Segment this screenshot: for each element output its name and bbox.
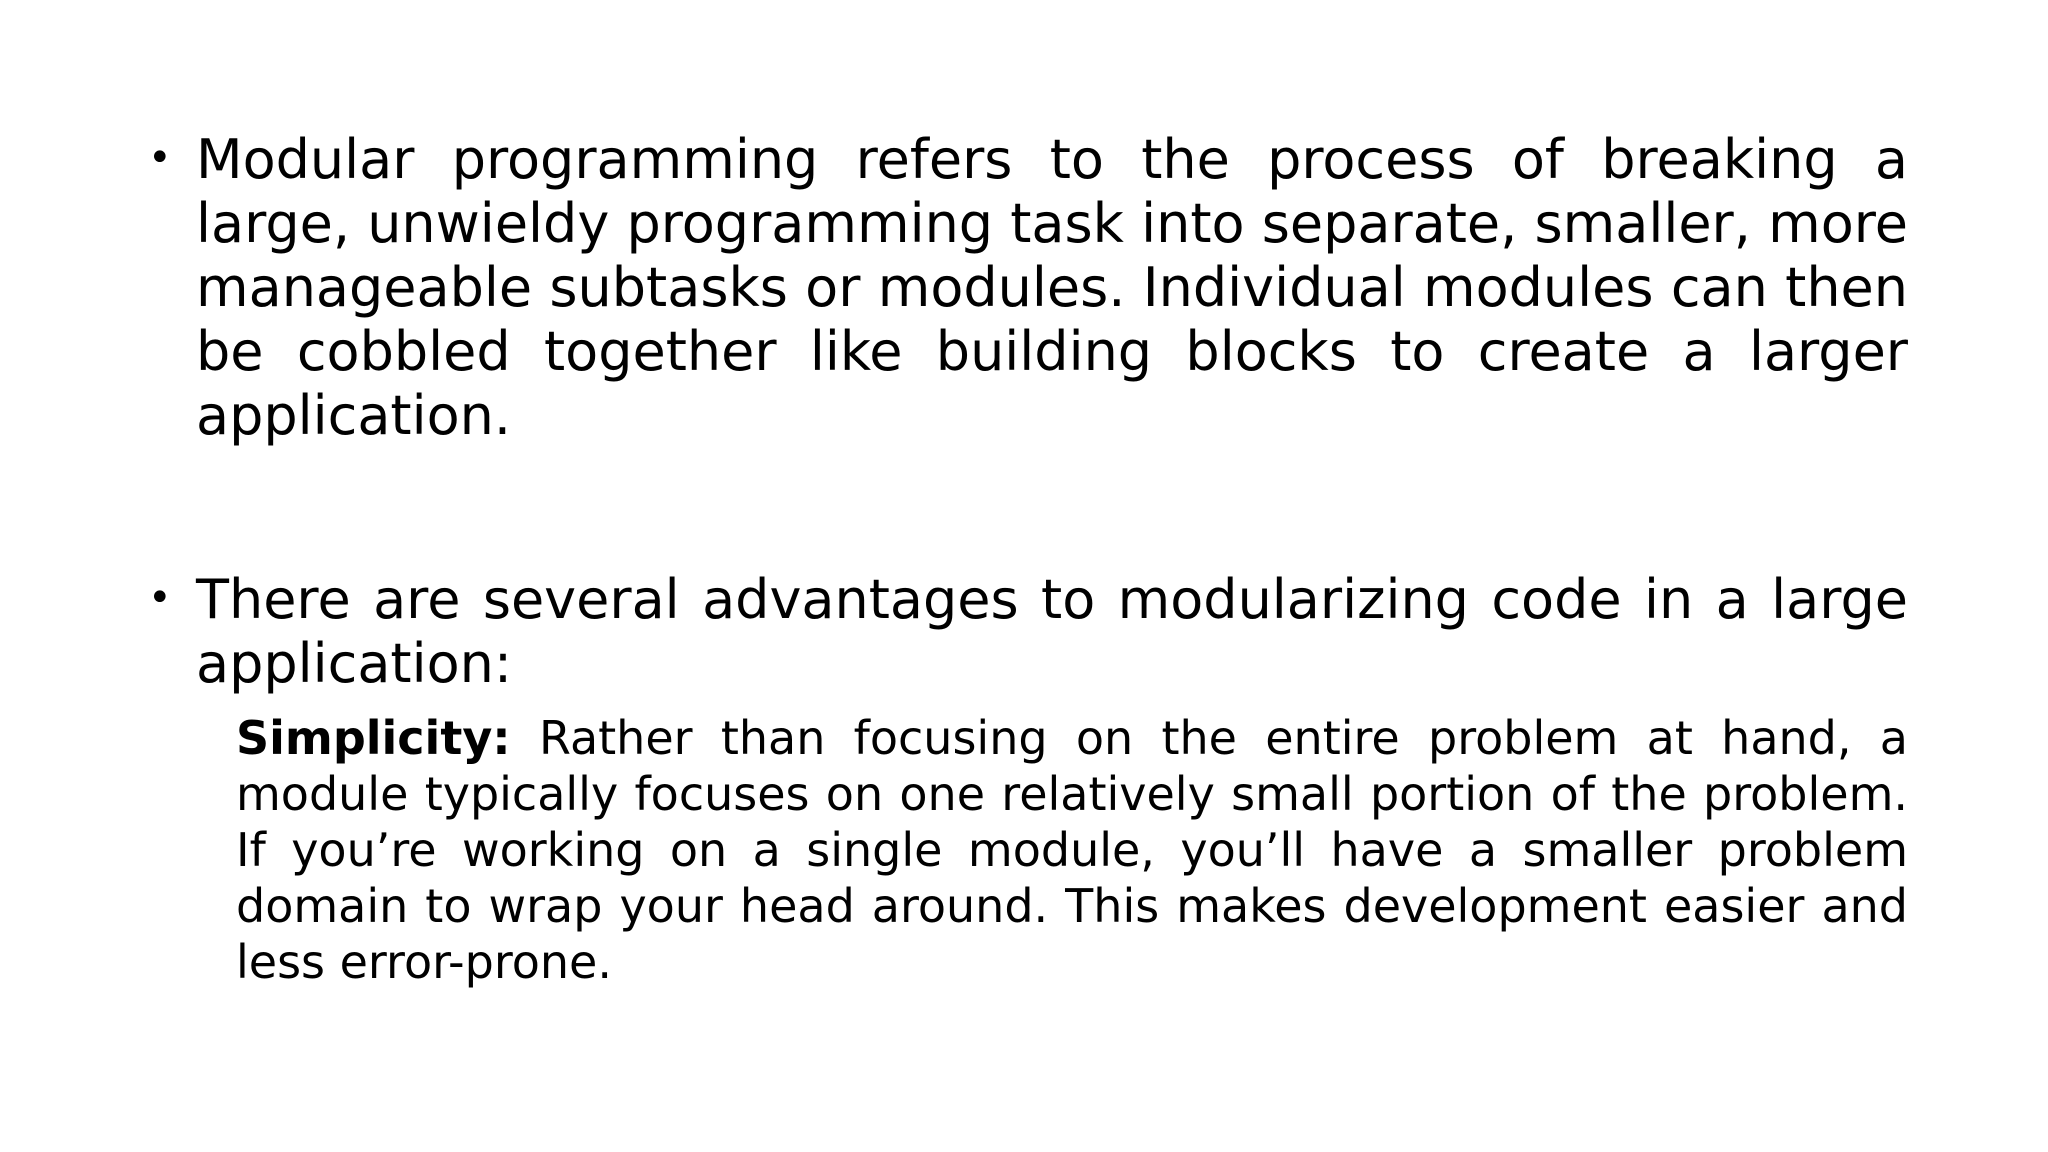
bullet-dot-icon: • [148,135,172,181]
bullet-dot-icon: • [148,575,172,621]
bullet-text: Modular programming refers to the process of breaking a large, unwieldy programming task into separate, smaller, more manageable subtasks or modules. Individual modules can then be cobbled together like building blocks to create a larger application. [196,128,1908,447]
slide-content [148,128,1908,990]
sub-paragraph-simplicity [236,710,1908,990]
sub-paragraph-term: Simplicity: [236,711,511,765]
sub-paragraph-text: Rather than focusing on the entire problem at hand, a module typically focuses on one relatively small portion of the problem. If you’re working on a single module, you’ll have a smaller problem domain to wrap your head around. This makes development easier and less error-prone. [236,711,1908,989]
bullet-text: There are several advantages to modularizing code in a large application: [196,568,1908,695]
bullet-item-advantages [148,568,1908,696]
bullet-item-modular-programming [148,128,1908,448]
